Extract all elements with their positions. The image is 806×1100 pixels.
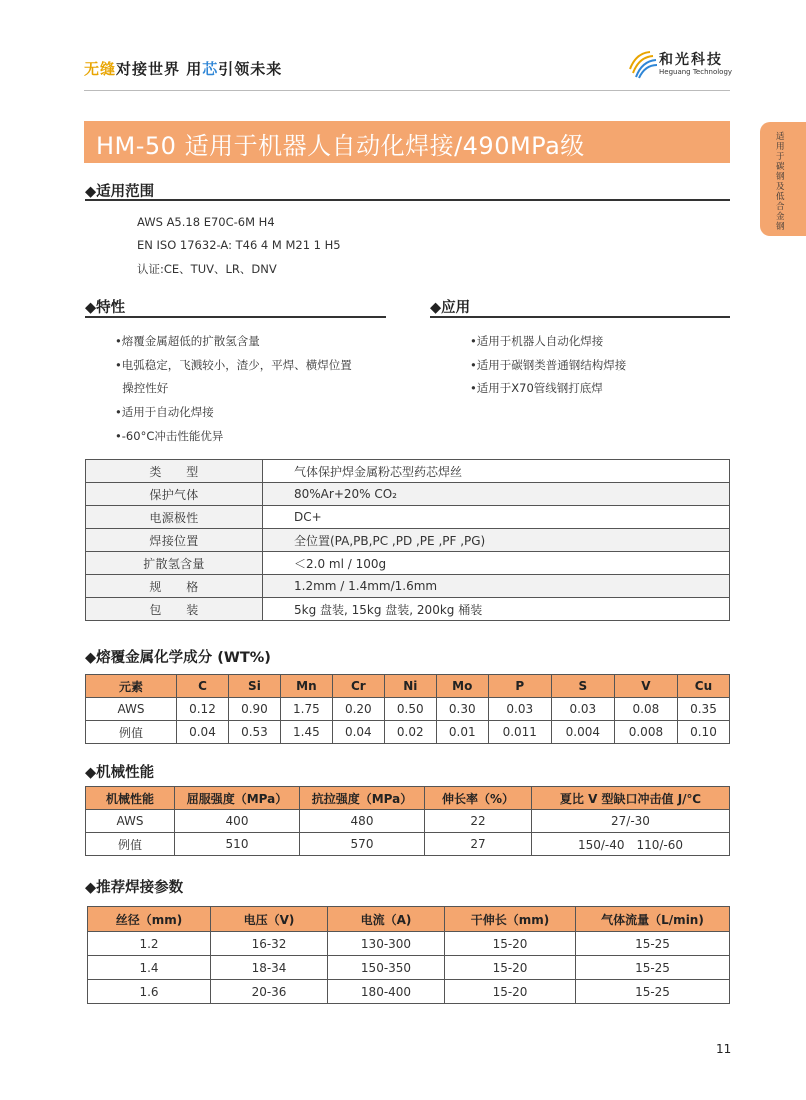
chem-cell: 0.50 <box>384 698 436 721</box>
mech-cell: 22 <box>425 810 532 833</box>
page-title: HM-50 适用于机器人自动化焊接/490MPa级 <box>96 132 585 160</box>
chem-cell: 0.04 <box>177 721 229 744</box>
company-logo <box>628 47 738 81</box>
weld-cell: 15-25 <box>576 932 730 956</box>
scope-divider <box>85 199 730 201</box>
mech-cell: AWS <box>86 810 175 833</box>
property-value: DC+ <box>263 506 730 529</box>
mech-header-cell: 屈服强度（MPa） <box>175 787 300 810</box>
property-value: ＜2.0 ml / 100g <box>263 552 730 575</box>
weld-cell: 18-34 <box>211 956 328 980</box>
property-value: 气体保护焊金属粉芯型药芯焊丝 <box>263 460 730 483</box>
header-slogan <box>84 58 282 79</box>
chem-cell: 0.04 <box>332 721 384 744</box>
weld-header-cell: 丝径（mm) <box>88 907 211 932</box>
weld-cell: 180-400 <box>328 980 445 1004</box>
chem-header-cell: S <box>551 675 614 698</box>
mech-cell: 570 <box>300 833 425 856</box>
chem-header-cell: Ni <box>384 675 436 698</box>
feature-line: •电弧稳定，飞溅较小，渣少，平焊、横焊位置 <box>115 358 352 372</box>
weld-table <box>87 906 730 1004</box>
slogan-part-d: 引领未来 <box>218 60 283 78</box>
applications-heading: ◆应用 <box>430 300 471 316</box>
table-header-row <box>86 787 730 810</box>
feature-line: •-60°C冲击性能优异 <box>115 429 224 443</box>
slogan-part-c: 芯 <box>202 60 219 78</box>
slogan-part-b: 对接世界 用 <box>116 60 203 78</box>
mech-cell: 27 <box>425 833 532 856</box>
weld-cell: 15-25 <box>576 980 730 1004</box>
chem-cell: 0.03 <box>488 698 551 721</box>
weld-heading: ◆推荐焊接参数 <box>85 880 184 896</box>
property-value: 5kg 盘装, 15kg 盘装, 200kg 桶装 <box>263 598 730 621</box>
property-label: 包 装 <box>86 598 263 621</box>
weld-cell: 1.4 <box>88 956 211 980</box>
chem-table <box>85 674 730 744</box>
weld-header-cell: 干伸长（mm) <box>445 907 576 932</box>
chem-cell: 0.35 <box>677 698 729 721</box>
chem-cell: 0.12 <box>177 698 229 721</box>
chem-cell: 0.08 <box>614 698 677 721</box>
chem-header-cell: Si <box>228 675 280 698</box>
property-value: 全位置(PA,PB,PC ,PD ,PE ,PF ,PG) <box>263 529 730 552</box>
mech-cell: 例值 <box>86 833 175 856</box>
chem-cell: 1.45 <box>280 721 332 744</box>
chem-header-cell: P <box>488 675 551 698</box>
property-label: 扩散氢含量 <box>86 552 263 575</box>
application-line: •适用于X70管线钢打底焊 <box>470 381 603 395</box>
mech-cell: 480 <box>300 810 425 833</box>
applications-divider <box>430 316 730 318</box>
title-banner <box>84 121 730 163</box>
table-row <box>88 932 730 956</box>
weld-header-cell: 电压（V) <box>211 907 328 932</box>
table-row <box>86 506 730 529</box>
weld-cell: 15-25 <box>576 956 730 980</box>
weld-cell: 130-300 <box>328 932 445 956</box>
chem-cell: 0.011 <box>488 721 551 744</box>
table-row <box>86 529 730 552</box>
chem-cell: 0.008 <box>614 721 677 744</box>
scope-heading: ◆适用范围 <box>85 184 155 200</box>
weld-cell: 15-20 <box>445 980 576 1004</box>
table-row <box>86 552 730 575</box>
property-label: 保护气体 <box>86 483 263 506</box>
chem-header-cell: 元素 <box>86 675 177 698</box>
chem-cell: 0.20 <box>332 698 384 721</box>
table-row <box>86 833 730 856</box>
chem-header-cell: Cr <box>332 675 384 698</box>
mech-cell: 510 <box>175 833 300 856</box>
logo-name-cn: 和光科技 <box>659 52 723 68</box>
table-row <box>86 598 730 621</box>
application-line: •适用于机器人自动化焊接 <box>470 334 604 348</box>
weld-header-cell: 电流（A) <box>328 907 445 932</box>
feature-line: 操控性好 <box>115 381 169 395</box>
weld-cell: 1.2 <box>88 932 211 956</box>
property-label: 规 格 <box>86 575 263 598</box>
weld-cell: 1.6 <box>88 980 211 1004</box>
table-row <box>88 980 730 1004</box>
chem-cell: 0.53 <box>228 721 280 744</box>
chem-cell: 0.03 <box>551 698 614 721</box>
features-heading: ◆特性 <box>85 300 126 316</box>
properties-table <box>85 459 730 621</box>
feature-line: •适用于自动化焊接 <box>115 405 214 419</box>
chem-cell: 0.004 <box>551 721 614 744</box>
mech-header-cell: 伸长率（%） <box>425 787 532 810</box>
mech-header-cell: 夏比 V 型缺口冲击值 J/℃ <box>532 787 730 810</box>
table-row <box>86 698 730 721</box>
table-row <box>86 575 730 598</box>
table-row <box>86 483 730 506</box>
chem-cell: AWS <box>86 698 177 721</box>
logo-name-en: Heguang Technology <box>659 68 733 76</box>
chem-header-cell: Cu <box>677 675 729 698</box>
weld-cell: 150-350 <box>328 956 445 980</box>
weld-cell: 16-32 <box>211 932 328 956</box>
property-label: 焊接位置 <box>86 529 263 552</box>
application-line: •适用于碳钢类普通钢结构焊接 <box>470 358 627 372</box>
weld-cell: 15-20 <box>445 932 576 956</box>
mech-header-cell: 机械性能 <box>86 787 175 810</box>
mech-header-cell: 抗拉强度（MPa） <box>300 787 425 810</box>
weld-cell: 15-20 <box>445 956 576 980</box>
table-row <box>86 810 730 833</box>
slogan-part-a: 无缝 <box>84 60 117 78</box>
logo-icon <box>628 49 658 79</box>
mech-cell: 27/-30 <box>532 810 730 833</box>
feature-line: •熔覆金属超低的扩散氢含量 <box>115 334 260 348</box>
header-divider <box>84 90 730 91</box>
mech-heading: ◆机械性能 <box>85 765 155 781</box>
property-label: 电源极性 <box>86 506 263 529</box>
scope-line: AWS A5.18 E70C-6M H4 <box>137 215 275 229</box>
table-row <box>86 460 730 483</box>
chem-cell: 0.01 <box>436 721 488 744</box>
chem-cell: 0.30 <box>436 698 488 721</box>
scope-line: 认证:CE、TUV、LR、DNV <box>137 262 277 276</box>
chem-cell: 1.75 <box>280 698 332 721</box>
scope-line: EN ISO 17632-A: T46 4 M M21 1 H5 <box>137 238 341 252</box>
property-value: 80%Ar+20% CO₂ <box>263 483 730 506</box>
chem-cell: 0.90 <box>228 698 280 721</box>
chem-header-cell: V <box>614 675 677 698</box>
mech-cell: 400 <box>175 810 300 833</box>
table-row <box>86 721 730 744</box>
table-header-row <box>88 907 730 932</box>
table-row <box>88 956 730 980</box>
chem-cell: 例值 <box>86 721 177 744</box>
page-number: 11 <box>716 1042 732 1056</box>
table-header-row <box>86 675 730 698</box>
features-divider <box>85 316 386 318</box>
weld-cell: 20-36 <box>211 980 328 1004</box>
mech-cell: 150/-40 110/-60 <box>532 833 730 856</box>
mech-table <box>85 786 730 856</box>
chem-cell: 0.10 <box>677 721 729 744</box>
chem-cell: 0.02 <box>384 721 436 744</box>
weld-header-cell: 气体流量（L/min) <box>576 907 730 932</box>
side-category-tab <box>760 122 806 236</box>
chem-header-cell: Mn <box>280 675 332 698</box>
chem-header-cell: Mo <box>436 675 488 698</box>
property-label: 类 型 <box>86 460 263 483</box>
chem-heading: ◆熔覆金属化学成分 (WT%) <box>85 650 271 666</box>
chem-header-cell: C <box>177 675 229 698</box>
property-value: 1.2mm / 1.4mm/1.6mm <box>263 575 730 598</box>
side-tab-label: 适用于碳钢及低合金钢 <box>776 132 785 232</box>
